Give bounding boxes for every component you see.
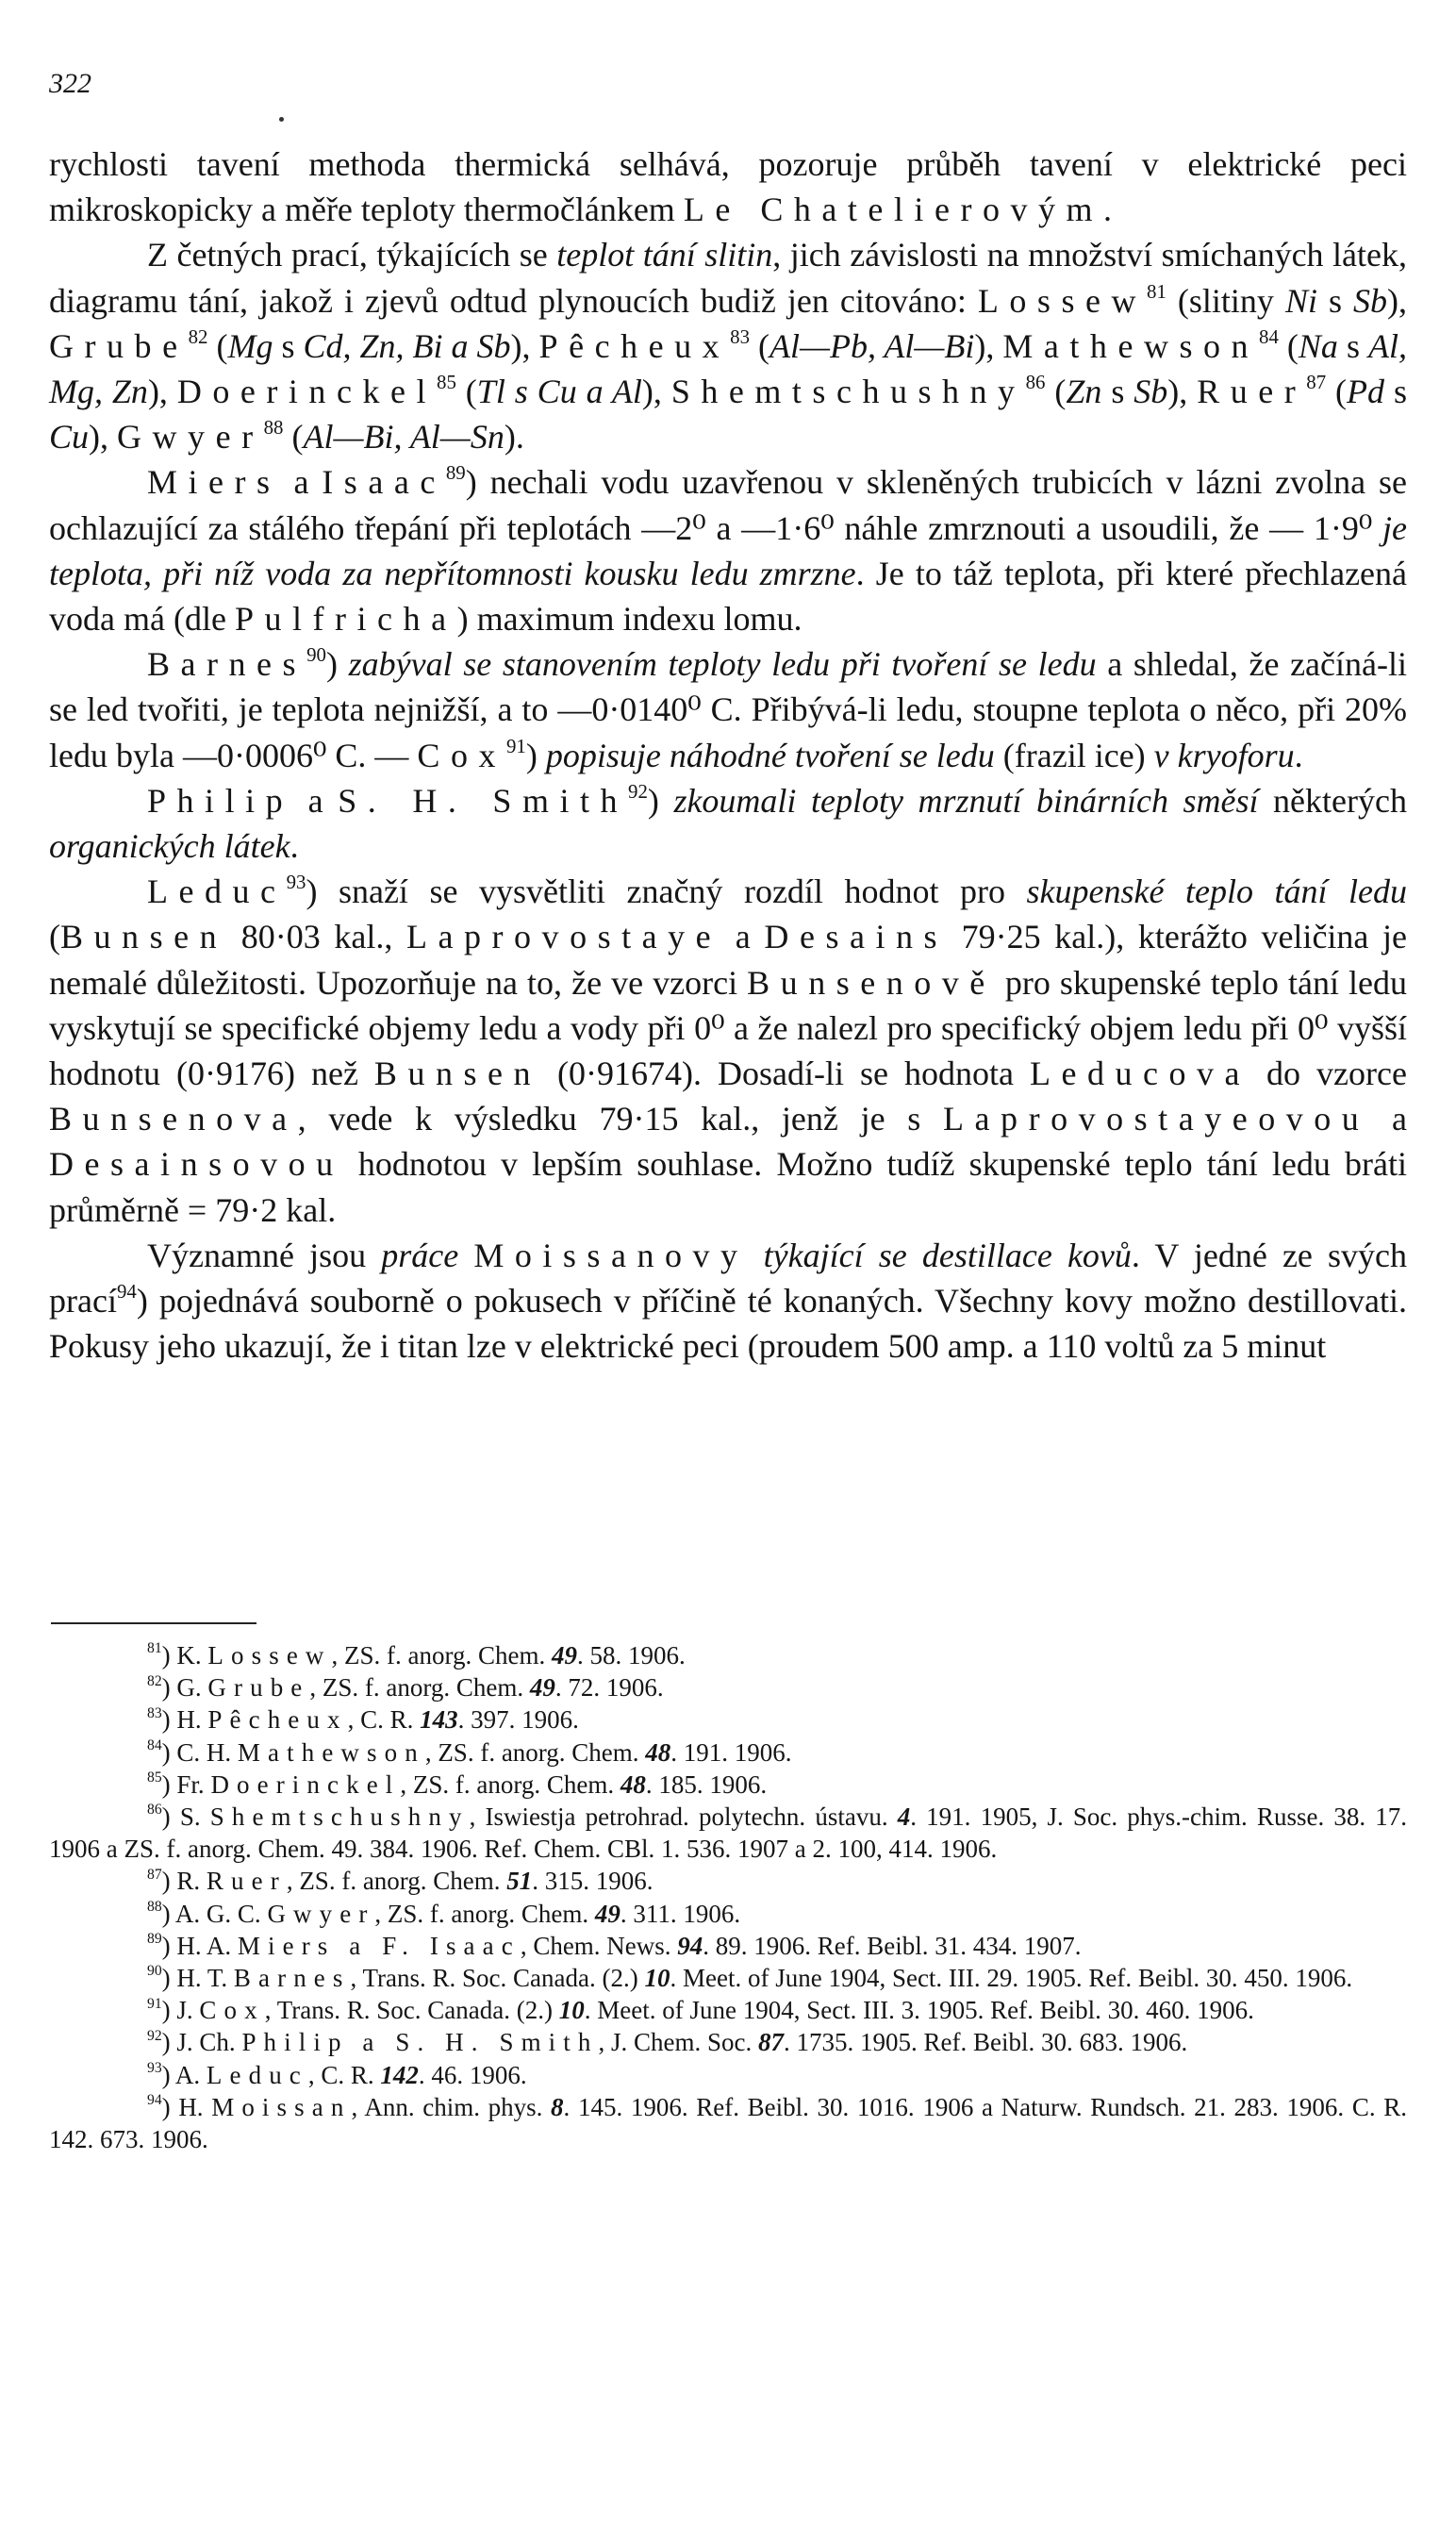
footnote-initials: J. Ch. bbox=[176, 2028, 242, 2057]
italic-text: skupenské teplo tání ledu bbox=[1026, 872, 1408, 911]
footnote-source: , C. R. bbox=[347, 1705, 421, 1735]
text: ( bbox=[49, 918, 60, 956]
text: rychlosti tavení methoda thermická selhává, pozoruje průběh tavení v elektrické peci mikroskopicky a měře teploty thermočlánkem bbox=[49, 145, 1407, 229]
text: ), bbox=[1167, 373, 1198, 411]
text: Z četných prací, týkajících se bbox=[147, 236, 557, 274]
footnote-source: , Trans. R. Soc. Canada. (2.) bbox=[264, 1996, 559, 2025]
footnotes bbox=[49, 1639, 1407, 2155]
text: 80·03 kal., bbox=[227, 918, 406, 956]
author-name: Bunsenově bbox=[747, 963, 996, 1002]
footnote-ref: 88 bbox=[263, 416, 284, 440]
footnote-91: $^{91}$) J. Cox, Trans. R. Soc. Canada. (2.) 10. Meet. of June 1904, Sect. III. 3. 1905. Ref. Beibl. 30. 460. 1906. bbox=[147, 1995, 1254, 2025]
footnote-ref: 93 bbox=[286, 871, 306, 894]
footnote-initials: Fr. bbox=[176, 1769, 211, 1799]
footnote-initials: A. G. C. bbox=[174, 1899, 268, 1928]
footnote-volume: 143 bbox=[420, 1705, 458, 1735]
footnote-author: Mathewson bbox=[237, 1737, 425, 1767]
author-name: Philip bbox=[147, 781, 294, 820]
text: ) pojednává souborně o pokusech v příčině té konaných. Všechny kovy možno destillovati. Pokusy jeho ukazují, že i titan lze v elektrické peci (proudem 500 amp. a 110 voltů za 5 minut bbox=[49, 1282, 1407, 1366]
footnote-ref: 90 bbox=[306, 643, 326, 667]
text: . V jedné ze svých prací bbox=[49, 1236, 1408, 1321]
footnote-85: $^{85}$) Fr. Doerinckel, ZS. f. anorg. Chem. 48. 185. 1906. bbox=[147, 1769, 768, 1799]
footnote-94: $^{94}$) H. Moissan, Ann. chim. phys. 8. 145. 1906. Ref. Beibl. 30. 1016. 1906 a Naturw. Rundsch. 21. 283. 1906. C. R. 142. 673. 1906. bbox=[49, 2092, 1408, 2154]
footnote-initials: H. bbox=[178, 2092, 212, 2121]
footnote-initials: R. bbox=[176, 1867, 207, 1896]
footnote-details: . 315. 1906. bbox=[532, 1867, 654, 1896]
footnote-number: 86 bbox=[147, 1802, 162, 1819]
footnote-ref: 83 bbox=[730, 324, 751, 348]
paragraph-1 bbox=[49, 141, 1407, 232]
text: ) snaží se vysvětliti značný rozdíl hodnot pro bbox=[306, 872, 1027, 911]
italic-text: zabýval se stanovením teploty ledu při tvoření se ledu bbox=[348, 645, 1097, 684]
author-name: Lossew bbox=[977, 281, 1148, 320]
italic-text: Na bbox=[1298, 326, 1338, 365]
author-name: Desains bbox=[764, 918, 949, 956]
footnote-source: , Trans. R. Soc. Canada. (2.) bbox=[350, 1964, 645, 1993]
author-name: Moissanovy bbox=[473, 1236, 749, 1274]
footnote-details: . 58. 1906. bbox=[576, 1641, 686, 1669]
main-text bbox=[49, 141, 1407, 1369]
footnote-author: Ruer bbox=[206, 1867, 287, 1896]
footnote-source: , Ann. chim. phys. bbox=[351, 2092, 552, 2121]
footnote-92: $^{92}$) J. Ch. Philip a S. H. Smith, J. Chem. Soc. 87. 1735. 1905. Ref. Beibl. 30. 683. 1906. bbox=[147, 2027, 1188, 2057]
footnote-details: . 191. 1906. bbox=[670, 1737, 792, 1767]
text: některých bbox=[1258, 781, 1407, 820]
author-name: Laprovostayeovou bbox=[943, 1100, 1370, 1138]
footnote-details: . 185. 1906. bbox=[645, 1769, 768, 1799]
text: . Je to táž teplota, při které přechlazená voda má (dle bbox=[49, 554, 1408, 639]
italic-text: v kryoforu bbox=[1153, 736, 1295, 774]
print-speck bbox=[279, 117, 284, 122]
footnote-ref: 84 bbox=[1259, 324, 1279, 348]
footnote-volume: 142 bbox=[380, 2060, 419, 2089]
text: ) bbox=[525, 736, 546, 774]
footnote-details: . 145. 1906. Ref. Beibl. 30. 1016. 1906 a Naturw. Rundsch. 21. 283. 1906. C. R. 142. 673. 1906. bbox=[49, 2092, 1408, 2154]
italic-text: Sb bbox=[1133, 373, 1168, 411]
text: Významné jsou bbox=[147, 1236, 382, 1274]
footnote-volume: 48 bbox=[645, 1737, 671, 1767]
footnote-volume: 10 bbox=[644, 1964, 670, 1993]
italic-text: týkající se destillace kovů bbox=[763, 1236, 1132, 1274]
text: ), bbox=[1387, 281, 1407, 320]
text: ( bbox=[1278, 326, 1299, 365]
text: a shledal, že začíná-li se led tvořiti, je teplota nejnižší, a to —0·0140⁰ C. Přibývá-li ledu, stoupne teplota o něco, při 20% ledu byla —0·0006⁰ C. — bbox=[49, 645, 1407, 774]
author-name: Pulfricha bbox=[234, 600, 457, 639]
footnote-source: , Chem. News. bbox=[520, 1931, 678, 1960]
footnote-ref: 82 bbox=[188, 324, 208, 348]
footnote-number: 83 bbox=[147, 1704, 162, 1721]
text: , jich závislosti na množství smíchaných látek, diagramu tání, jakož i zjevů odtud plynoucích budiž jen citováno: bbox=[49, 236, 1407, 320]
footnote-details: . Meet. of June 1904, Sect. III. 29. 1905. Ref. Beibl. 30. 450. 1906. bbox=[670, 1964, 1353, 1993]
footnote-details: . 89. 1906. Ref. Beibl. 31. 434. 1907. bbox=[703, 1931, 1082, 1960]
text: ) bbox=[647, 781, 674, 820]
footnote-source: , ZS. f. anorg. Chem. bbox=[400, 1769, 620, 1799]
italic-text: je teplota, při níž voda za nepřítomnosti kousku ledu zmrzne bbox=[49, 508, 1407, 592]
footnote-details: . 397. 1906. bbox=[457, 1705, 579, 1735]
text: ), bbox=[147, 373, 177, 411]
footnote-details: . 72. 1906. bbox=[554, 1673, 664, 1703]
footnote-initials: J. bbox=[176, 1996, 200, 2025]
footnote-source: , ZS. f. anorg. Chem. bbox=[309, 1673, 530, 1703]
italic-text: Sb bbox=[1353, 281, 1387, 320]
text: ). bbox=[504, 418, 524, 457]
footnote-87: $^{87}$) R. Ruer, ZS. f. anorg. Chem. 51. 315. 1906. bbox=[147, 1866, 654, 1896]
footnote-volume: 94 bbox=[677, 1931, 703, 1960]
author-name: Grube bbox=[49, 326, 189, 365]
footnote-volume: 49 bbox=[594, 1899, 620, 1928]
italic-text: organických látek bbox=[49, 827, 290, 866]
footnote-number: 84 bbox=[147, 1737, 162, 1754]
footnote-initials: K. bbox=[176, 1641, 208, 1669]
footnote-details: . 46. 1906. bbox=[418, 2060, 527, 2089]
footnote-details: . 1735. 1905. Ref. Beibl. 30. 683. 1906. bbox=[784, 2028, 1188, 2057]
text: a bbox=[721, 918, 765, 956]
footnote-86: $^{86}$) S. Shemtschushny, Iswiestja petrohrad. polytechn. ústavu. 4. 191. 1905, J. Soc. phys.-chim. Russe. 38. 17. 1906 a ZS. f. anorg. Chem. 49. 384. 1906. Ref. Chem. CBl. 1. 536. 1907 a 2. 100, 414. 1906. bbox=[49, 1802, 1407, 1864]
author-name: Desainsovou bbox=[49, 1145, 344, 1184]
text: ( bbox=[283, 418, 304, 457]
author-name: Shemtschushny bbox=[670, 373, 1026, 411]
footnote-number: 93 bbox=[147, 2060, 162, 2077]
text: (slitiny bbox=[1166, 281, 1285, 320]
author-name: Bunsenova bbox=[49, 1100, 298, 1138]
footnote-number: 92 bbox=[147, 2027, 162, 2044]
text: . bbox=[1103, 191, 1113, 229]
footnote-93: $^{93}$) A. Leduc, C. R. 142. 46. 1906. bbox=[147, 2060, 527, 2089]
italic-text: Mg bbox=[227, 326, 273, 365]
footnote-ref: 85 bbox=[437, 370, 456, 393]
text: ( bbox=[1045, 373, 1067, 411]
footnote-volume: 48 bbox=[620, 1769, 646, 1799]
italic-text: Cd, Zn, Bi a Sb bbox=[303, 326, 511, 365]
footnote-author: Shemtschushny bbox=[209, 1802, 470, 1832]
footnote-source: , ZS. f. anorg. Chem. bbox=[424, 1737, 646, 1767]
footnote-number: 94 bbox=[147, 2092, 162, 2109]
text: (frazil ice) bbox=[994, 736, 1154, 774]
footnote-ref: 89 bbox=[445, 461, 466, 485]
footnote-details: . 191. 1905, J. Soc. phys.-chim. Russe. 38. 17. 1906 a ZS. f. anorg. Chem. 49. 384. 1906. Ref. Chem. CBl. 1. 536. 1907 a 2. 100, 414. 1906. bbox=[49, 1802, 1407, 1864]
text: ) bbox=[325, 645, 349, 684]
footnote-number: 88 bbox=[147, 1899, 162, 1916]
italic-text: Ni bbox=[1284, 281, 1317, 320]
author-name: Gwyer bbox=[117, 418, 264, 457]
footnote-volume: 49 bbox=[529, 1673, 555, 1703]
paragraph-5 bbox=[49, 778, 1407, 869]
footnote-volume: 4 bbox=[897, 1802, 911, 1832]
footnote-source: , ZS. f. anorg. Chem. bbox=[374, 1899, 595, 1928]
text: ) nechali vodu uzavřenou v skleněných trubicích v lázni zvolna se ochlazující za stálého třepání při teplotách —2⁰ a —1·6⁰ náhle zmrznouti a usoudili, že — 1·9⁰ bbox=[49, 463, 1407, 547]
footnote-volume: 10 bbox=[558, 1996, 585, 2025]
text: ), bbox=[974, 326, 1003, 365]
text: do vzorce bbox=[1250, 1055, 1407, 1093]
text: ), bbox=[641, 373, 671, 411]
footnote-source: , Iswiestja petrohrad. polytechn. ústavu. bbox=[469, 1802, 898, 1832]
footnote-author: Leduc bbox=[206, 2060, 308, 2089]
text bbox=[749, 1237, 764, 1274]
author-name: Miers bbox=[147, 463, 281, 502]
text: (0·91674). Dosadí-li se hodnota bbox=[541, 1055, 1030, 1093]
author-name: Barnes bbox=[147, 645, 307, 684]
footnote-number: 87 bbox=[147, 1866, 162, 1883]
text: . bbox=[1294, 736, 1303, 774]
text: ) maximum indexu lomu. bbox=[456, 600, 802, 639]
footnote-ref: 91 bbox=[505, 734, 526, 757]
footnote-rule bbox=[51, 1622, 256, 1624]
text: a bbox=[280, 463, 323, 502]
italic-text: Al—Pb, Al—Bi bbox=[769, 326, 975, 365]
footnote-number: 85 bbox=[147, 1769, 162, 1786]
italic-text: Tl s Cu a Al bbox=[476, 373, 642, 411]
paragraph-6 bbox=[49, 869, 1407, 1233]
text: pro skupenské teplo tání ledu vyskytují se specifické objemy ledu a vody při 0⁰ a že nalezl pro specifický objem ledu při 0⁰ vyšší hodnotu (0·9176) než bbox=[49, 963, 1407, 1093]
footnote-number: 91 bbox=[147, 1995, 162, 2012]
author-name: Laprovostaye bbox=[406, 918, 722, 956]
author-name: Le Chatelierovým bbox=[683, 191, 1104, 229]
footnote-number: 90 bbox=[147, 1963, 162, 1980]
footnote-volume: 8 bbox=[551, 2092, 564, 2121]
footnote-author: Doerinckel bbox=[210, 1769, 401, 1799]
footnote-author: Barnes bbox=[233, 1964, 351, 1993]
footnote-author: Cox bbox=[199, 1996, 265, 2025]
paragraph-2 bbox=[49, 232, 1407, 459]
author-name: Leducova bbox=[1029, 1055, 1251, 1093]
author-name: Ruer bbox=[1197, 373, 1307, 411]
footnote-number: 82 bbox=[147, 1672, 162, 1689]
author-name: S. H. Smith bbox=[338, 781, 629, 820]
author-name: Cox bbox=[417, 736, 506, 774]
footnote-84: $^{84}$) C. H. Mathewson, ZS. f. anorg. Chem. 48. 191. 1906. bbox=[147, 1737, 792, 1767]
text: s bbox=[273, 326, 304, 365]
page-number: 322 bbox=[49, 68, 91, 99]
text: ), bbox=[89, 418, 118, 457]
footnote-ref: 81 bbox=[1147, 279, 1166, 303]
footnote-82: $^{82}$) G. Grube, ZS. f. anorg. Chem. 49. 72. 1906. bbox=[147, 1672, 664, 1703]
text: ), bbox=[510, 326, 539, 365]
text: ( bbox=[207, 326, 228, 365]
text: , vede k výsledku 79·15 kal., jenž je s bbox=[297, 1100, 944, 1138]
italic-text: teplot tání slitin bbox=[556, 236, 773, 274]
author-name: Bunsen bbox=[373, 1055, 542, 1093]
author-name: Mathewson bbox=[1002, 326, 1260, 365]
text: hodnotou v lepším souhlase. Možno tudíž skupenské teplo tání ledu bráti průměrně = 79·2 kal. bbox=[49, 1145, 1407, 1229]
italic-text: Al, Mg, Zn bbox=[49, 326, 1407, 411]
paragraph-3 bbox=[49, 459, 1407, 641]
author-name: Doerinckel bbox=[176, 373, 437, 411]
footnote-90: $^{90}$) H. T. Barnes, Trans. R. Soc. Canada. (2.) 10. Meet. of June 1904, Sect. III. 29. 1905. Ref. Beibl. 30. 450. 1906. bbox=[147, 1963, 1353, 1993]
text: a bbox=[293, 781, 339, 820]
text: s bbox=[1101, 373, 1134, 411]
author-name: Bunsen bbox=[60, 918, 228, 956]
footnote-83: $^{83}$) H. Pêcheux, C. R. 143. 397. 1906. bbox=[147, 1704, 579, 1735]
footnote-source: , ZS. f. anorg. Chem. bbox=[286, 1867, 507, 1896]
footnote-author: Lossew bbox=[207, 1641, 332, 1669]
italic-text: Zn bbox=[1066, 373, 1102, 411]
footnote-initials: S. bbox=[179, 1802, 210, 1832]
footnote-volume: 87 bbox=[758, 2028, 784, 2057]
text: ( bbox=[750, 326, 770, 365]
author-name: Isaac bbox=[322, 463, 446, 502]
text: ( bbox=[455, 373, 477, 411]
footnote-volume: 51 bbox=[506, 1867, 533, 1896]
italic-text: popisuje náhodné tvoření se ledu bbox=[545, 736, 995, 774]
footnote-author: Miers a F. Isaac bbox=[237, 1931, 521, 1960]
paragraph-7 bbox=[49, 1233, 1407, 1370]
footnote-ref: 86 bbox=[1025, 370, 1046, 393]
text: ( bbox=[1326, 373, 1348, 411]
italic-text: Al—Bi, Al—Sn bbox=[303, 418, 505, 457]
footnote-author: Grube bbox=[207, 1673, 310, 1703]
footnote-number: 81 bbox=[147, 1640, 162, 1657]
footnote-initials: G. bbox=[176, 1673, 208, 1703]
paragraph-4 bbox=[49, 641, 1407, 778]
italic-text: práce bbox=[381, 1236, 459, 1274]
italic-text: zkoumali teploty mrznutí binárních směsí bbox=[673, 781, 1259, 820]
footnote-number: 89 bbox=[147, 1931, 162, 1948]
footnote-initials: H. A. bbox=[176, 1931, 238, 1960]
footnote-88: $^{88}$) A. G. C. Gwyer, ZS. f. anorg. Chem. 49. 311. 1906. bbox=[147, 1899, 741, 1928]
footnote-source: , ZS. f. anorg. Chem. bbox=[331, 1641, 552, 1669]
footnote-author: Philip a S. H. Smith bbox=[241, 2028, 599, 2057]
footnote-initials: C. H. bbox=[176, 1737, 238, 1767]
footnote-volume: 49 bbox=[551, 1641, 577, 1669]
text: . bbox=[290, 827, 299, 866]
italic-text: Cu bbox=[49, 418, 90, 457]
footnote-details: . Meet. of June 1904, Sect. III. 3. 1905. Ref. Beibl. 30. 460. 1906. bbox=[584, 1996, 1254, 2025]
text bbox=[458, 1237, 473, 1274]
footnote-author: Pêcheux bbox=[207, 1705, 348, 1735]
footnote-author: Gwyer bbox=[267, 1899, 375, 1928]
author-name: Leduc bbox=[147, 872, 287, 911]
footnote-source: , J. Chem. Soc. bbox=[598, 2028, 758, 2057]
footnote-ref: 92 bbox=[628, 779, 648, 803]
footnote-initials: A. bbox=[174, 2060, 207, 2089]
footnote-81: $^{81}$) K. Lossew, ZS. f. anorg. Chem. 49. 58. 1906. bbox=[147, 1640, 686, 1669]
text: s bbox=[1337, 326, 1368, 365]
footnote-initials: H. T. bbox=[176, 1964, 234, 1993]
text: 79·25 kal.), kterážto veličina je nemalé důležitosti. Upozorňuje na to, že ve vzorci bbox=[49, 918, 1408, 1002]
italic-text: Pd bbox=[1347, 373, 1385, 411]
footnote-initials: H. bbox=[176, 1705, 208, 1735]
footnote-ref: 87 bbox=[1306, 370, 1327, 393]
author-name: Pêcheux bbox=[538, 326, 731, 365]
footnote-ref: 94 bbox=[116, 1280, 137, 1303]
footnote-source: , C. R. bbox=[307, 2060, 381, 2089]
text: s bbox=[1316, 281, 1353, 320]
footnote-89: $^{89}$) H. A. Miers a F. Isaac, Chem. News. 94. 89. 1906. Ref. Beibl. 31. 434. 1907. bbox=[147, 1931, 1082, 1960]
footnote-details: . 311. 1906. bbox=[620, 1899, 741, 1928]
text: s bbox=[1384, 373, 1407, 411]
footnote-author: Moissan bbox=[211, 2092, 352, 2121]
text: a bbox=[1369, 1100, 1407, 1138]
